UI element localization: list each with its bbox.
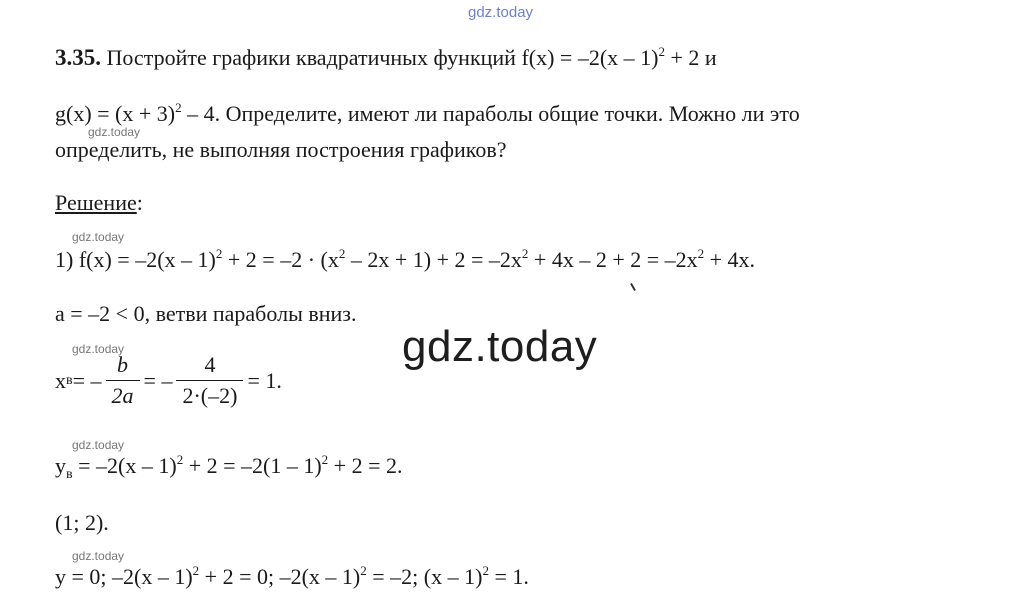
fraction-denominator: 2a — [111, 383, 134, 408]
yv-sub: в — [66, 467, 73, 482]
xv-label: x — [55, 367, 66, 393]
solution-heading — [55, 192, 143, 214]
stray-mark — [630, 283, 636, 291]
fraction-numerator: 4 — [176, 352, 243, 381]
solution-heading-colon: : — [136, 190, 143, 215]
branches-text: a = –2 < 0, ветви параболы вниз. — [55, 301, 357, 326]
watermark-small: gdz.today — [88, 125, 141, 139]
exponent: 2 — [215, 246, 223, 261]
exponent: 2 — [521, 246, 529, 261]
watermark-small: gdz.today — [72, 438, 125, 452]
watermark-big: gdz.today — [402, 322, 598, 371]
solution-heading-text: Решение — [55, 190, 137, 215]
problem-line-3 — [55, 139, 507, 161]
fraction-4 — [176, 352, 243, 409]
step-1-part: + 2 = –2 · (x — [222, 247, 339, 272]
exponent: 2 — [192, 563, 200, 578]
zero-part: y = 0; –2(x – 1) — [55, 564, 193, 589]
exponent: 2 — [360, 563, 367, 578]
step-1-line — [55, 246, 756, 272]
yv-part: = –2(x – 1) — [72, 453, 177, 478]
yv-part: + 2 = –2(1 – 1) — [183, 453, 322, 478]
zero-part: = 1. — [488, 564, 529, 589]
xv-line: x в = – $\frac{b}{2a}$ = – $\frac{4}{2\cdot(-2)}$ = 1. — [55, 352, 282, 408]
exponent: 2 — [338, 246, 346, 261]
problem-line-1 — [55, 46, 717, 69]
watermark-small: gdz.today — [72, 549, 125, 563]
problem-number: 3.35. — [55, 45, 101, 70]
xv-eq: = – — [72, 367, 102, 393]
vertex-text: (1; 2). — [55, 510, 109, 535]
fraction-b-2a — [106, 352, 140, 409]
problem-text-2-tail: – 4. Определите, имеют ли параболы общие точки. Можно ли это — [181, 101, 800, 126]
fraction-numerator: b — [106, 352, 140, 381]
exponent: 2 — [176, 452, 184, 467]
zero-part: = –2; (x – 1) — [366, 564, 483, 589]
vertex-line — [55, 512, 109, 534]
branches-line — [55, 303, 356, 325]
exponent: 2 — [658, 44, 665, 59]
zero-line — [55, 563, 529, 589]
step-1-part: + 4x. — [704, 247, 756, 272]
xv-eq: = 1. — [247, 367, 282, 393]
yv-label: y — [55, 453, 66, 478]
yv-line — [55, 452, 403, 482]
xv-eq: = – — [143, 367, 173, 393]
step-1-part: + 4x – 2 + 2 = –2x — [528, 247, 698, 272]
problem-text-3: определить, не выполняя построения графиков? — [55, 137, 507, 162]
step-1-part: 1) f(x) = –2(x – 1) — [55, 247, 216, 272]
exponent: 2 — [321, 452, 329, 467]
watermark-small: gdz.today — [72, 342, 125, 356]
watermark-small: gdz.today — [72, 230, 125, 244]
problem-text-1-tail: + 2 и — [665, 45, 717, 70]
zero-part: + 2 = 0; –2(x – 1) — [199, 564, 361, 589]
problem-text-1: Постройте графики квадратичных функций f(x) = –2(x – 1) — [106, 45, 659, 70]
fraction-denominator: 2·(–2) — [182, 383, 238, 408]
step-1-part: – 2x + 1) + 2 = –2x — [345, 247, 522, 272]
problem-text-2: g(x) = (x + 3) — [55, 101, 176, 126]
exponent: 2 — [175, 100, 182, 115]
exponent: 2 — [697, 246, 705, 261]
watermark-top: gdz.today — [468, 4, 534, 21]
yv-part: + 2 = 2. — [328, 453, 403, 478]
problem-line-2 — [55, 100, 800, 126]
exponent: 2 — [482, 563, 489, 578]
